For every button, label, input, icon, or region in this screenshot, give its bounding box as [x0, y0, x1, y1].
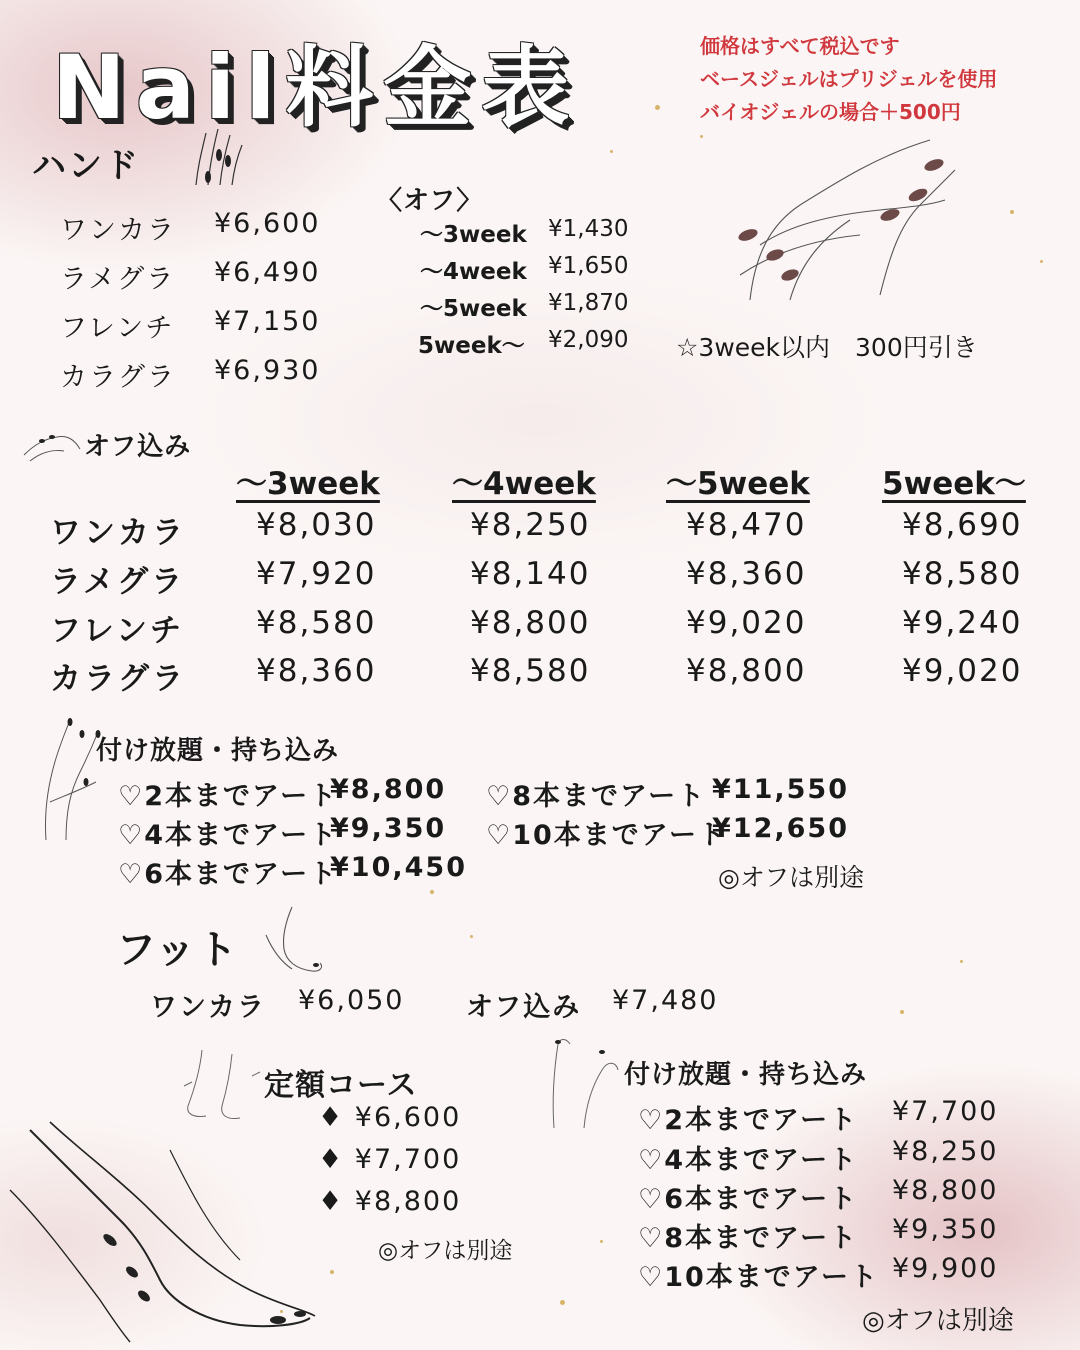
table-cell: ¥8,580 — [902, 556, 1023, 592]
table-cell: ¥8,360 — [686, 556, 807, 592]
column-header: 5week～ — [882, 466, 1026, 502]
hand-art-note: ◎オフは別途 — [718, 863, 865, 892]
off-discount-note: ☆3week以内 300円引き — [676, 333, 978, 362]
off-heading: 〈オフ〉 — [376, 186, 484, 216]
list-item: カラグラ — [60, 362, 176, 393]
foot-heading: フット — [116, 927, 240, 973]
list-item-price: ¥6,930 — [214, 355, 321, 386]
table-cell: ¥8,580 — [470, 653, 591, 689]
list-item: ♡6本までアート — [118, 859, 339, 890]
off-term: ～3week — [420, 222, 527, 248]
note-bio-gel: バイオジェルの場合＋500円 — [700, 100, 961, 124]
notes — [700, 30, 997, 129]
table-cell: ¥8,690 — [902, 507, 1023, 543]
off-term: ～4week — [420, 259, 527, 285]
row-label: カラグラ — [50, 661, 186, 697]
table-cell: ¥8,800 — [470, 605, 591, 641]
fixed-course-item: ♦ ¥8,800 — [318, 1186, 462, 1217]
table-cell: ¥9,020 — [902, 653, 1023, 689]
column-header: ～5week — [666, 466, 810, 502]
off-price: ¥1,430 — [548, 216, 629, 242]
foot-icon — [262, 905, 326, 975]
fixed-course-heading: 定額コース — [264, 1068, 418, 1103]
fixed-course-item: ♦ ¥6,600 — [318, 1102, 462, 1133]
row-label: ワンカラ — [50, 515, 186, 551]
list-item-price: ¥7,700 — [892, 1096, 999, 1127]
hand-art-heading: 付け放題・持ち込み — [96, 736, 340, 766]
table-cell: ¥8,580 — [256, 605, 377, 641]
table-cell: ¥7,920 — [256, 556, 377, 592]
list-item-price: ¥8,800 — [330, 774, 447, 805]
foot-offkomi-label: オフ込み — [466, 992, 582, 1023]
table-cell: ¥8,470 — [686, 507, 807, 543]
offkomi-heading: オフ込み — [84, 432, 192, 462]
table-cell: ¥8,140 — [470, 556, 591, 592]
off-price: ¥1,650 — [548, 253, 629, 279]
foot-art-icon — [542, 1030, 622, 1130]
table-cell: ¥8,800 — [686, 653, 807, 689]
list-item-price: ¥9,350 — [892, 1214, 999, 1245]
list-item: ラメグラ — [60, 264, 176, 295]
hand-heading: ハンド — [32, 146, 140, 186]
column-header: ～3week — [236, 466, 380, 502]
list-item: ワンカラ — [60, 215, 176, 246]
list-item-price: ¥7,150 — [214, 306, 321, 337]
foot-art-note: ◎オフは別途 — [862, 1306, 1014, 1336]
list-item-price: ¥9,900 — [892, 1253, 999, 1284]
table-cell: ¥9,020 — [686, 605, 807, 641]
fixed-course-item: ♦ ¥7,700 — [318, 1144, 462, 1175]
off-term: ～5week — [420, 296, 527, 322]
list-item: ♡6本までアート — [638, 1184, 859, 1215]
table-cell: ¥8,250 — [470, 507, 591, 543]
note-tax: 価格はすべて税込です — [700, 34, 900, 58]
hand-nails-icon — [188, 125, 248, 190]
hands-illustration-icon — [730, 125, 960, 305]
list-item: ♡4本までアート — [638, 1145, 859, 1176]
list-item-price: ¥11,550 — [712, 774, 849, 805]
fixed-course-note: ◎オフは別途 — [378, 1238, 513, 1264]
list-item-price: ¥8,800 — [892, 1175, 999, 1206]
note-base-gel: ベースジェルはプリジェルを使用 — [700, 67, 998, 91]
off-price: ¥2,090 — [548, 327, 629, 353]
list-item: ♡8本までアート — [486, 781, 707, 812]
list-item-price: ¥6,600 — [214, 208, 321, 239]
foot-onecolor-price: ¥6,050 — [298, 985, 405, 1016]
table-cell: ¥9,240 — [902, 605, 1023, 641]
foot-art-heading: 付け放題・持ち込み — [624, 1060, 868, 1090]
table-cell: ¥8,360 — [256, 653, 377, 689]
list-item-price: ¥12,650 — [712, 813, 849, 844]
list-item-price: ¥6,490 — [214, 257, 321, 288]
list-item: ♡4本までアート — [118, 820, 339, 851]
list-item-price: ¥8,250 — [892, 1136, 999, 1167]
row-label: フレンチ — [50, 613, 184, 649]
foot-onecolor-label: ワンカラ — [150, 992, 266, 1023]
table-cell: ¥8,030 — [256, 507, 377, 543]
feet-icon — [182, 1046, 262, 1122]
large-foot-illustration-icon — [10, 1120, 330, 1345]
list-item: フレンチ — [60, 313, 175, 344]
list-item: ♡10本までアート — [638, 1262, 879, 1293]
row-label: ラメグラ — [50, 564, 186, 600]
list-item: ♡2本までアート — [638, 1105, 859, 1136]
hand-sketch-icon — [22, 425, 82, 465]
foot-offkomi-price: ¥7,480 — [612, 985, 719, 1016]
off-price: ¥1,870 — [548, 290, 629, 316]
list-item-price: ¥9,350 — [330, 813, 447, 844]
list-item: ♡2本までアート — [118, 781, 339, 812]
column-header: ～4week — [452, 466, 596, 502]
list-item: ♡8本までアート — [638, 1223, 859, 1254]
page-title: Nail料金表 — [52, 36, 580, 139]
list-item: ♡10本までアート — [486, 820, 727, 851]
off-term: 5week～ — [418, 333, 525, 359]
list-item-price: ¥10,450 — [330, 852, 467, 883]
